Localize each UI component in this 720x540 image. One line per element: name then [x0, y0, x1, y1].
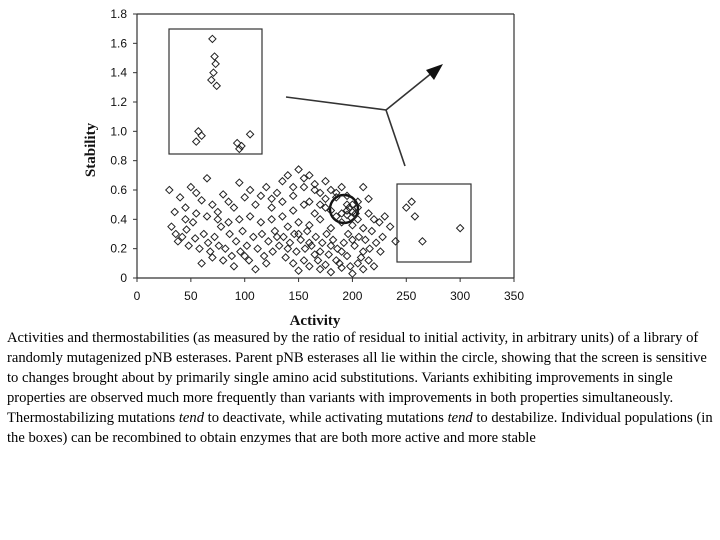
data-point	[210, 69, 217, 76]
data-point	[366, 245, 373, 252]
data-point	[243, 242, 250, 249]
data-point	[392, 238, 399, 245]
y-axis-title: Stability	[83, 122, 99, 178]
data-point	[228, 252, 235, 259]
x-tick-label: 300	[450, 289, 471, 303]
data-point	[345, 230, 352, 237]
data-point	[200, 230, 207, 237]
data-point	[295, 267, 302, 274]
data-point	[166, 186, 173, 193]
data-point	[263, 183, 270, 190]
y-tick-labels	[110, 7, 137, 285]
data-point	[168, 223, 175, 230]
data-point	[377, 248, 384, 255]
data-point	[343, 252, 350, 259]
data-point	[252, 266, 259, 273]
data-point	[319, 239, 326, 246]
data-point	[268, 195, 275, 202]
data-point	[236, 216, 243, 223]
y-tick-label: 0.6	[110, 183, 127, 197]
data-point	[198, 260, 205, 267]
data-point	[360, 225, 367, 232]
x-tick-label: 0	[133, 289, 141, 303]
x-tick-label: 50	[184, 289, 198, 303]
y-tick-label: 1.2	[110, 95, 127, 109]
caption-part-2: to deactivate, while activating mutations	[204, 410, 448, 426]
x-tick-label: 250	[396, 289, 417, 303]
data-point	[293, 248, 300, 255]
y-tick-label: 1.4	[110, 65, 127, 80]
data-point	[247, 213, 254, 220]
y-tick-label: 1.6	[110, 36, 127, 51]
data-point	[381, 213, 388, 220]
data-point	[268, 216, 275, 223]
data-point	[300, 257, 307, 264]
data-point	[325, 251, 332, 258]
data-point	[250, 233, 257, 240]
data-point	[189, 219, 196, 226]
data-point	[340, 239, 347, 246]
y-tick-label: 0.2	[110, 241, 127, 256]
recombination-arrow	[286, 64, 443, 166]
data-point	[279, 198, 286, 205]
data-point	[279, 213, 286, 220]
data-point	[225, 219, 232, 226]
data-point	[187, 183, 194, 190]
data-point	[290, 207, 297, 214]
data-point	[290, 260, 297, 267]
data-point	[301, 245, 308, 252]
data-point	[279, 178, 286, 185]
caption-part-3: to destabilize. Individual populations (in the boxes) can be recombined to obtain enzymes that are both more active and more stable	[7, 410, 713, 446]
data-point	[282, 254, 289, 261]
data-point	[411, 213, 418, 220]
data-point	[311, 210, 318, 217]
data-point	[284, 223, 291, 230]
data-point	[252, 201, 259, 208]
data-point	[334, 245, 341, 252]
data-point	[322, 261, 329, 268]
data-point	[193, 138, 200, 145]
x-tick-label: 350	[503, 289, 525, 303]
data-point	[387, 223, 394, 230]
data-point	[257, 219, 264, 226]
y-tick-label: 1.8	[110, 7, 127, 21]
data-point	[211, 53, 218, 60]
caption-part-1: Activities and thermostabilities (as measured by the ratio of residual to initial activity, in arbitrary units) of a library of randomly mutagenized pNB esterases. Parent pNB esterases all lie within the circle, showing that the screen is sensitive to changes brought about by primarily single amino acid substitutions. Variants exhibiting improvements in single properties are observed much more frequently than variants with improvements in both properties simultaneously. Thermostabilizing mutations	[7, 330, 707, 426]
data-point	[322, 178, 329, 185]
y-tick-label: 1.0	[110, 124, 127, 139]
data-point	[276, 242, 283, 249]
data-point	[317, 216, 324, 223]
x-axis-title: Activity	[289, 313, 341, 329]
data-point	[203, 175, 210, 182]
data-point	[365, 210, 372, 217]
plot-frame	[137, 14, 514, 278]
data-point	[290, 183, 297, 190]
data-point	[338, 183, 345, 190]
data-point	[213, 82, 220, 89]
data-point	[220, 257, 227, 264]
data-point	[176, 194, 183, 201]
data-point	[182, 204, 189, 211]
data-point	[182, 216, 189, 223]
data-point	[247, 131, 254, 138]
data-point	[347, 263, 354, 270]
data-point	[306, 263, 313, 270]
data-point	[247, 186, 254, 193]
data-point	[365, 195, 372, 202]
data-point	[295, 166, 302, 173]
data-point	[203, 213, 210, 220]
data-point	[360, 183, 367, 190]
data-point	[185, 242, 192, 249]
data-point	[171, 208, 178, 215]
x-tick-labels	[134, 278, 525, 303]
data-point	[268, 204, 275, 211]
data-point	[198, 197, 205, 204]
data-point	[196, 245, 203, 252]
data-point	[183, 226, 190, 233]
data-point	[261, 252, 268, 259]
caption-emphasis-1: tend	[178, 410, 204, 426]
data-point	[214, 216, 221, 223]
data-point	[214, 208, 221, 215]
data-point	[211, 233, 218, 240]
data-point	[295, 219, 302, 226]
figure-caption	[7, 328, 715, 448]
data-point	[258, 230, 265, 237]
data-point	[222, 245, 229, 252]
data-point	[368, 227, 375, 234]
data-point	[263, 260, 270, 267]
data-point	[408, 198, 415, 205]
data-point	[254, 245, 261, 252]
data-point	[370, 263, 377, 270]
data-point	[226, 230, 233, 237]
x-tick-label: 100	[234, 289, 255, 303]
data-point	[193, 189, 200, 196]
data-point	[457, 225, 464, 232]
y-tick-label: 0.8	[110, 153, 127, 168]
data-point	[265, 238, 272, 245]
data-points	[166, 35, 464, 277]
data-point	[284, 172, 291, 179]
data-point	[419, 238, 426, 245]
data-point	[217, 223, 224, 230]
active-population-box	[397, 184, 471, 262]
data-point	[290, 192, 297, 199]
data-point	[373, 239, 380, 246]
data-point	[172, 230, 179, 237]
data-point	[323, 230, 330, 237]
data-point	[241, 194, 248, 201]
data-point	[225, 198, 232, 205]
data-point	[365, 257, 372, 264]
x-tick-label: 200	[342, 289, 363, 303]
caption-emphasis-2: tend	[447, 410, 473, 426]
data-point	[209, 201, 216, 208]
data-point	[209, 35, 216, 42]
data-point	[349, 270, 356, 277]
data-point	[291, 230, 298, 237]
data-point	[338, 248, 345, 255]
data-point	[300, 183, 307, 190]
data-point	[198, 132, 205, 139]
x-tick-label: 150	[288, 289, 309, 303]
data-point	[273, 189, 280, 196]
data-point	[239, 227, 246, 234]
data-point	[232, 238, 239, 245]
data-point	[257, 192, 264, 199]
data-point	[230, 204, 237, 211]
data-point	[403, 204, 410, 211]
data-point	[327, 269, 334, 276]
data-point	[215, 242, 222, 249]
data-point	[230, 263, 237, 270]
data-point	[192, 235, 199, 242]
data-point	[327, 225, 334, 232]
data-point	[322, 195, 329, 202]
y-tick-label: 0.4	[110, 212, 127, 227]
data-point	[379, 233, 386, 240]
data-point	[355, 233, 362, 240]
data-point	[204, 239, 211, 246]
data-point	[220, 191, 227, 198]
data-point	[208, 76, 215, 83]
data-point	[269, 248, 276, 255]
data-point	[236, 179, 243, 186]
arrowhead-icon	[426, 64, 443, 80]
data-point	[195, 128, 202, 135]
y-tick-label: 0	[120, 271, 127, 285]
data-point	[312, 233, 319, 240]
data-point	[317, 266, 324, 273]
data-point	[212, 60, 219, 67]
data-point	[362, 236, 369, 243]
data-point	[193, 210, 200, 217]
data-point	[360, 266, 367, 273]
